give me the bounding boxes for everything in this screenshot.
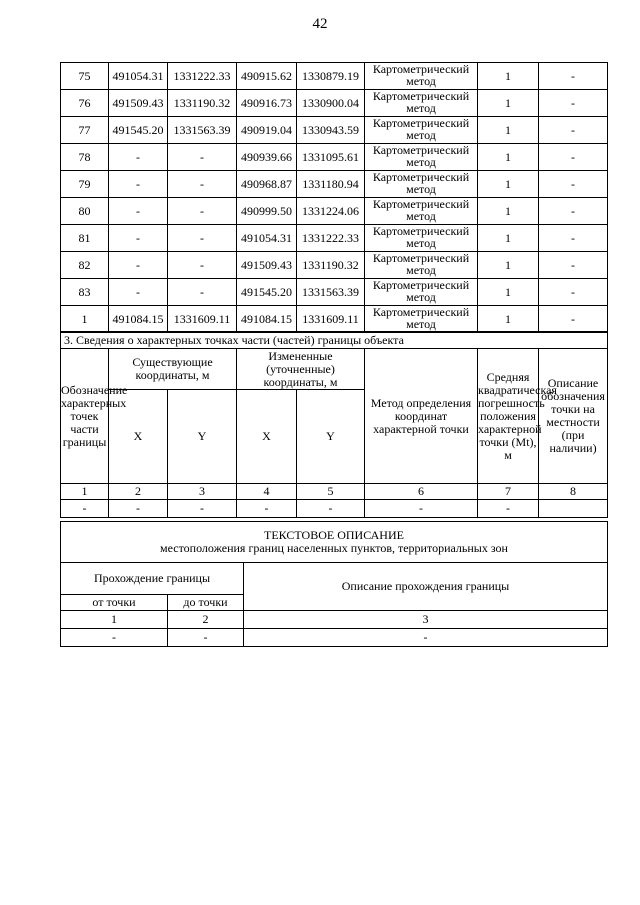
cell-existing-x: - — [109, 279, 168, 306]
column-numbers-row — [61, 484, 608, 500]
header-method: Метод определения координат характерной точки — [365, 349, 478, 484]
cell-point-number: 79 — [61, 171, 109, 198]
description-header: Описание прохождения границы — [244, 563, 608, 611]
cell-changed-y: 1331190.32 — [297, 252, 365, 279]
cell-existing-x: - — [109, 198, 168, 225]
cell: - — [478, 500, 539, 518]
cell-existing-y: - — [168, 171, 237, 198]
cell-point-number: 83 — [61, 279, 109, 306]
cell-changed-x: 490915.62 — [237, 63, 297, 90]
table-row — [61, 279, 608, 306]
cell-point-number: 1 — [61, 306, 109, 333]
cell-changed-y: 1331224.06 — [297, 198, 365, 225]
cell-point-number: 77 — [61, 117, 109, 144]
cell-description: - — [539, 63, 608, 90]
cell-changed-x: 490968.87 — [237, 171, 297, 198]
cell-changed-x: 490999.50 — [237, 198, 297, 225]
cell-description: - — [539, 198, 608, 225]
cell-mt: 1 — [478, 117, 539, 144]
table-row — [61, 252, 608, 279]
cell-changed-y: 1330943.59 — [297, 117, 365, 144]
table-row — [61, 306, 608, 333]
cell-existing-y: - — [168, 279, 237, 306]
passage-header: Прохождение границы — [61, 563, 244, 595]
text-description-title: ТЕКСТОВОЕ ОПИСАНИЕ — [264, 528, 404, 542]
col-number: 7 — [478, 484, 539, 500]
cell-existing-y: 1331222.33 — [168, 63, 237, 90]
from-point-header: от точки — [61, 595, 168, 611]
cell-description: - — [539, 225, 608, 252]
col-number: 2 — [109, 484, 168, 500]
method-text: Картометрический метод — [372, 143, 470, 169]
cell-existing-x: 491084.15 — [109, 306, 168, 333]
cell-changed-y: 1331563.39 — [297, 279, 365, 306]
cell-changed-y: 1330879.19 — [297, 63, 365, 90]
method-text: Картометрический метод — [372, 278, 470, 304]
cell-mt: 1 — [478, 63, 539, 90]
cell: - — [365, 500, 478, 518]
cell-mt: 1 — [478, 225, 539, 252]
header-changed-x: X — [237, 390, 297, 484]
cell-method — [365, 252, 478, 279]
method-text: Картометрический метод — [372, 305, 470, 331]
col-number: 1 — [61, 484, 109, 500]
cell-point-number: 80 — [61, 198, 109, 225]
col-number: 4 — [237, 484, 297, 500]
table-row — [61, 90, 608, 117]
cell-existing-y: - — [168, 144, 237, 171]
cell-existing-x: 491509.43 — [109, 90, 168, 117]
col-number: 6 — [365, 484, 478, 500]
cell: - — [237, 500, 297, 518]
cell-mt: 1 — [478, 279, 539, 306]
header-existing: Существующие координаты, м — [109, 349, 237, 390]
cell-description: - — [539, 144, 608, 171]
table-row — [61, 117, 608, 144]
cell-description: - — [539, 90, 608, 117]
cell-changed-x: 490939.66 — [237, 144, 297, 171]
cell-method — [365, 306, 478, 333]
cell-existing-x: - — [109, 252, 168, 279]
cell-changed-x: 491509.43 — [237, 252, 297, 279]
empty-row — [61, 500, 608, 518]
cell-description: - — [539, 117, 608, 144]
table-row — [61, 198, 608, 225]
cell: - — [61, 629, 168, 647]
cell-changed-x: 490919.04 — [237, 117, 297, 144]
cell-method — [365, 63, 478, 90]
method-text: Картометрический метод — [372, 62, 470, 88]
cell-mt: 1 — [478, 198, 539, 225]
cell-method — [365, 144, 478, 171]
cell-method — [365, 225, 478, 252]
col-number: 5 — [297, 484, 365, 500]
section3-table — [60, 331, 608, 518]
cell-existing-y: - — [168, 198, 237, 225]
header-designation: Обозначение характерных точек части границы — [61, 349, 109, 484]
cell-changed-y: 1331222.33 — [297, 225, 365, 252]
cell-method — [365, 198, 478, 225]
page-number: 42 — [312, 16, 328, 32]
cell-description: - — [539, 252, 608, 279]
cell-existing-y: - — [168, 225, 237, 252]
cell-point-number: 75 — [61, 63, 109, 90]
text-description-subtitle: местоположения границ населенных пунктов, территориальных зон — [160, 541, 508, 555]
table-row — [61, 171, 608, 198]
header-changed-y: Y — [297, 390, 365, 484]
cell-existing-x: 491545.20 — [109, 117, 168, 144]
cell-mt: 1 — [478, 90, 539, 117]
section3-title: 3. Сведения о характерных точках части (частей) границы объекта — [61, 332, 608, 349]
text-description-heading — [61, 522, 608, 563]
cell-method — [365, 117, 478, 144]
table-row — [61, 63, 608, 90]
header-existing-y: Y — [168, 390, 237, 484]
method-text: Картометрический метод — [372, 89, 470, 115]
cell-changed-x: 490916.73 — [237, 90, 297, 117]
cell-changed-x: 491054.31 — [237, 225, 297, 252]
empty-row — [61, 629, 608, 647]
cell-existing-y: 1331563.39 — [168, 117, 237, 144]
cell: - — [168, 500, 237, 518]
cell-existing-y: - — [168, 252, 237, 279]
cell-existing-y: 1331609.11 — [168, 306, 237, 333]
cell: - — [168, 629, 244, 647]
method-text: Картометрический метод — [372, 197, 470, 223]
cell-description: - — [539, 306, 608, 333]
method-text: Картометрический метод — [372, 251, 470, 277]
cell-point-number: 78 — [61, 144, 109, 171]
cell — [539, 500, 608, 518]
cell-mt: 1 — [478, 171, 539, 198]
method-text: Картометрический метод — [372, 116, 470, 142]
cell-changed-y: 1331095.61 — [297, 144, 365, 171]
cell-changed-y: 1331180.94 — [297, 171, 365, 198]
cell-method — [365, 90, 478, 117]
column-numbers-row — [61, 611, 608, 629]
header-existing-x: X — [109, 390, 168, 484]
cell-existing-x: 491054.31 — [109, 63, 168, 90]
text-description-table — [60, 521, 608, 647]
cell-description: - — [539, 279, 608, 306]
cell: - — [297, 500, 365, 518]
col-number: 2 — [168, 611, 244, 629]
to-point-header: до точки — [168, 595, 244, 611]
col-number: 8 — [539, 484, 608, 500]
cell: - — [109, 500, 168, 518]
table-row — [61, 144, 608, 171]
cell-existing-y: 1331190.32 — [168, 90, 237, 117]
header-mt: Средняя квадратическая погрешность положения характерной точки (Mt), м — [478, 349, 539, 484]
header-desc: Описание обозначения точки на местности (при наличии) — [539, 349, 608, 484]
cell: - — [244, 629, 608, 647]
cell-method — [365, 279, 478, 306]
cell-existing-x: - — [109, 144, 168, 171]
col-number: 3 — [168, 484, 237, 500]
cell-changed-y: 1331609.11 — [297, 306, 365, 333]
cell: - — [61, 500, 109, 518]
cell-changed-x: 491545.20 — [237, 279, 297, 306]
cell-point-number: 81 — [61, 225, 109, 252]
cell-existing-x: - — [109, 225, 168, 252]
cell-mt: 1 — [478, 252, 539, 279]
table-row — [61, 225, 608, 252]
method-text: Картометрический метод — [372, 224, 470, 250]
col-number: 1 — [61, 611, 168, 629]
header-changed: Измененные (уточненные) координаты, м — [237, 349, 365, 390]
cell-existing-x: - — [109, 171, 168, 198]
points-table — [60, 62, 608, 333]
col-number: 3 — [244, 611, 608, 629]
cell-point-number: 82 — [61, 252, 109, 279]
cell-mt: 1 — [478, 306, 539, 333]
cell-description: - — [539, 171, 608, 198]
cell-changed-x: 491084.15 — [237, 306, 297, 333]
cell-point-number: 76 — [61, 90, 109, 117]
method-text: Картометрический метод — [372, 170, 470, 196]
cell-mt: 1 — [478, 144, 539, 171]
cell-changed-y: 1330900.04 — [297, 90, 365, 117]
cell-method — [365, 171, 478, 198]
